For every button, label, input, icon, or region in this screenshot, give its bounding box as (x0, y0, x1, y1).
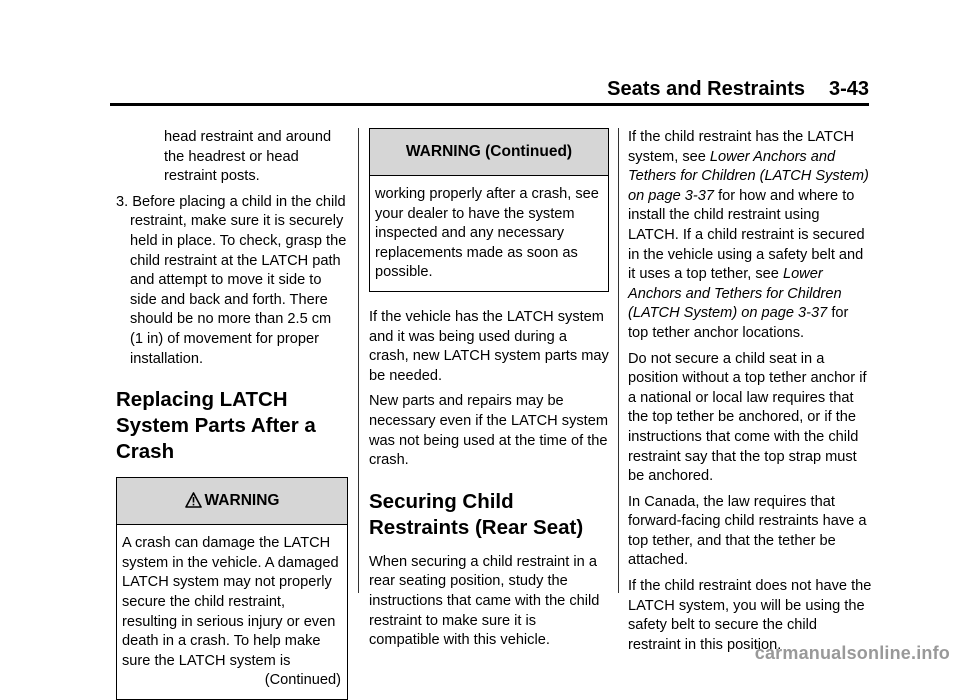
paragraph: If the child restraint does not have the LATCH system, you will be using the safety belt to secure the child restraint in this position. (628, 578, 872, 653)
column-2 (369, 128, 609, 657)
continuation-text: head restraint and around the headrest or head restraint posts. (164, 129, 332, 185)
warning-continued-header: WARNING (Continued) (370, 129, 608, 176)
caution-triangle-icon (185, 481, 202, 527)
warning-text: A crash can damage the LATCH system in the vehicle. A damaged LATCH system may not properly secure the child restraint, resulting in serious injury or even death in a crash. To help make sure the LATCH system is (122, 535, 339, 669)
warning-body (117, 525, 347, 699)
warning-continued-text: working properly after a crash, see your dealer to have the system inspected and any necessary replacements made as soon as possible. (375, 186, 599, 281)
cross-reference-link[interactable]: Lower Anchors and Tethers for Children (LATCH System) on page 3-37 (628, 266, 842, 322)
warning-continued-body (370, 176, 608, 291)
heading-securing-child-restraints: Securing Child Restraints (Rear Seat) (369, 489, 584, 539)
column-3 (628, 128, 872, 661)
paragraph-latch-reference (628, 128, 872, 344)
warning-continued-box (369, 128, 609, 292)
column-divider (358, 128, 359, 593)
page-number: 3-43 (828, 78, 869, 100)
page-header (0, 74, 869, 104)
column-divider (618, 128, 619, 593)
cross-reference-link[interactable]: Lower Anchors and Tethers for Children (LATCH System) on page 3-37 (628, 148, 869, 204)
paragraph: In Canada, the law requires that forward-facing child restraints have a top tether, and that the tether be attached. (628, 493, 867, 569)
warning-box (116, 477, 348, 700)
header-rule (110, 103, 869, 106)
warning-header (117, 478, 347, 525)
text: for how and where to install the child restraint using LATCH. If a child restraint is secured in the vehicle using a safety belt and it uses a top tether, see (628, 187, 865, 283)
paragraph: If the vehicle has the LATCH system and it was being used during a crash, new LATCH system parts may be needed. (369, 308, 609, 384)
heading-replacing-latch: Replacing LATCH System Parts After a Crash (116, 388, 316, 464)
paragraph: New parts and repairs may be necessary even if the LATCH system was not being used at the time of the crash. (369, 393, 608, 469)
paragraph: When securing a child restraint in a rear seating position, study the instructions that came with the child restraint to make sure it is compatible with this vehicle. (369, 553, 600, 649)
watermark: carmanualsonline.info (754, 643, 950, 663)
text: If the child restraint has the LATCH system, see (628, 129, 855, 165)
warning-title: WARNING (204, 492, 280, 510)
step-3: 3. Before placing a child in the child restraint, make sure it is securely held in place. To check, grasp the child restraint at the LATCH path and attempt to move it side to side and back and forth. There should be no more than 2.5 cm (1 in) of movement for proper installation. (116, 193, 347, 367)
continued-label: (Continued) (264, 672, 341, 689)
text: for top tether anchor locations. (628, 305, 849, 341)
column-1 (116, 128, 348, 700)
paragraph: Do not secure a child seat in a position without a top tether anchor if a national or local law requires that the top tether be anchored, or if the instructions that come with the child restraint say that the top strap must be anchored. (628, 350, 867, 485)
section-title: Seats and Restraints (607, 78, 805, 100)
